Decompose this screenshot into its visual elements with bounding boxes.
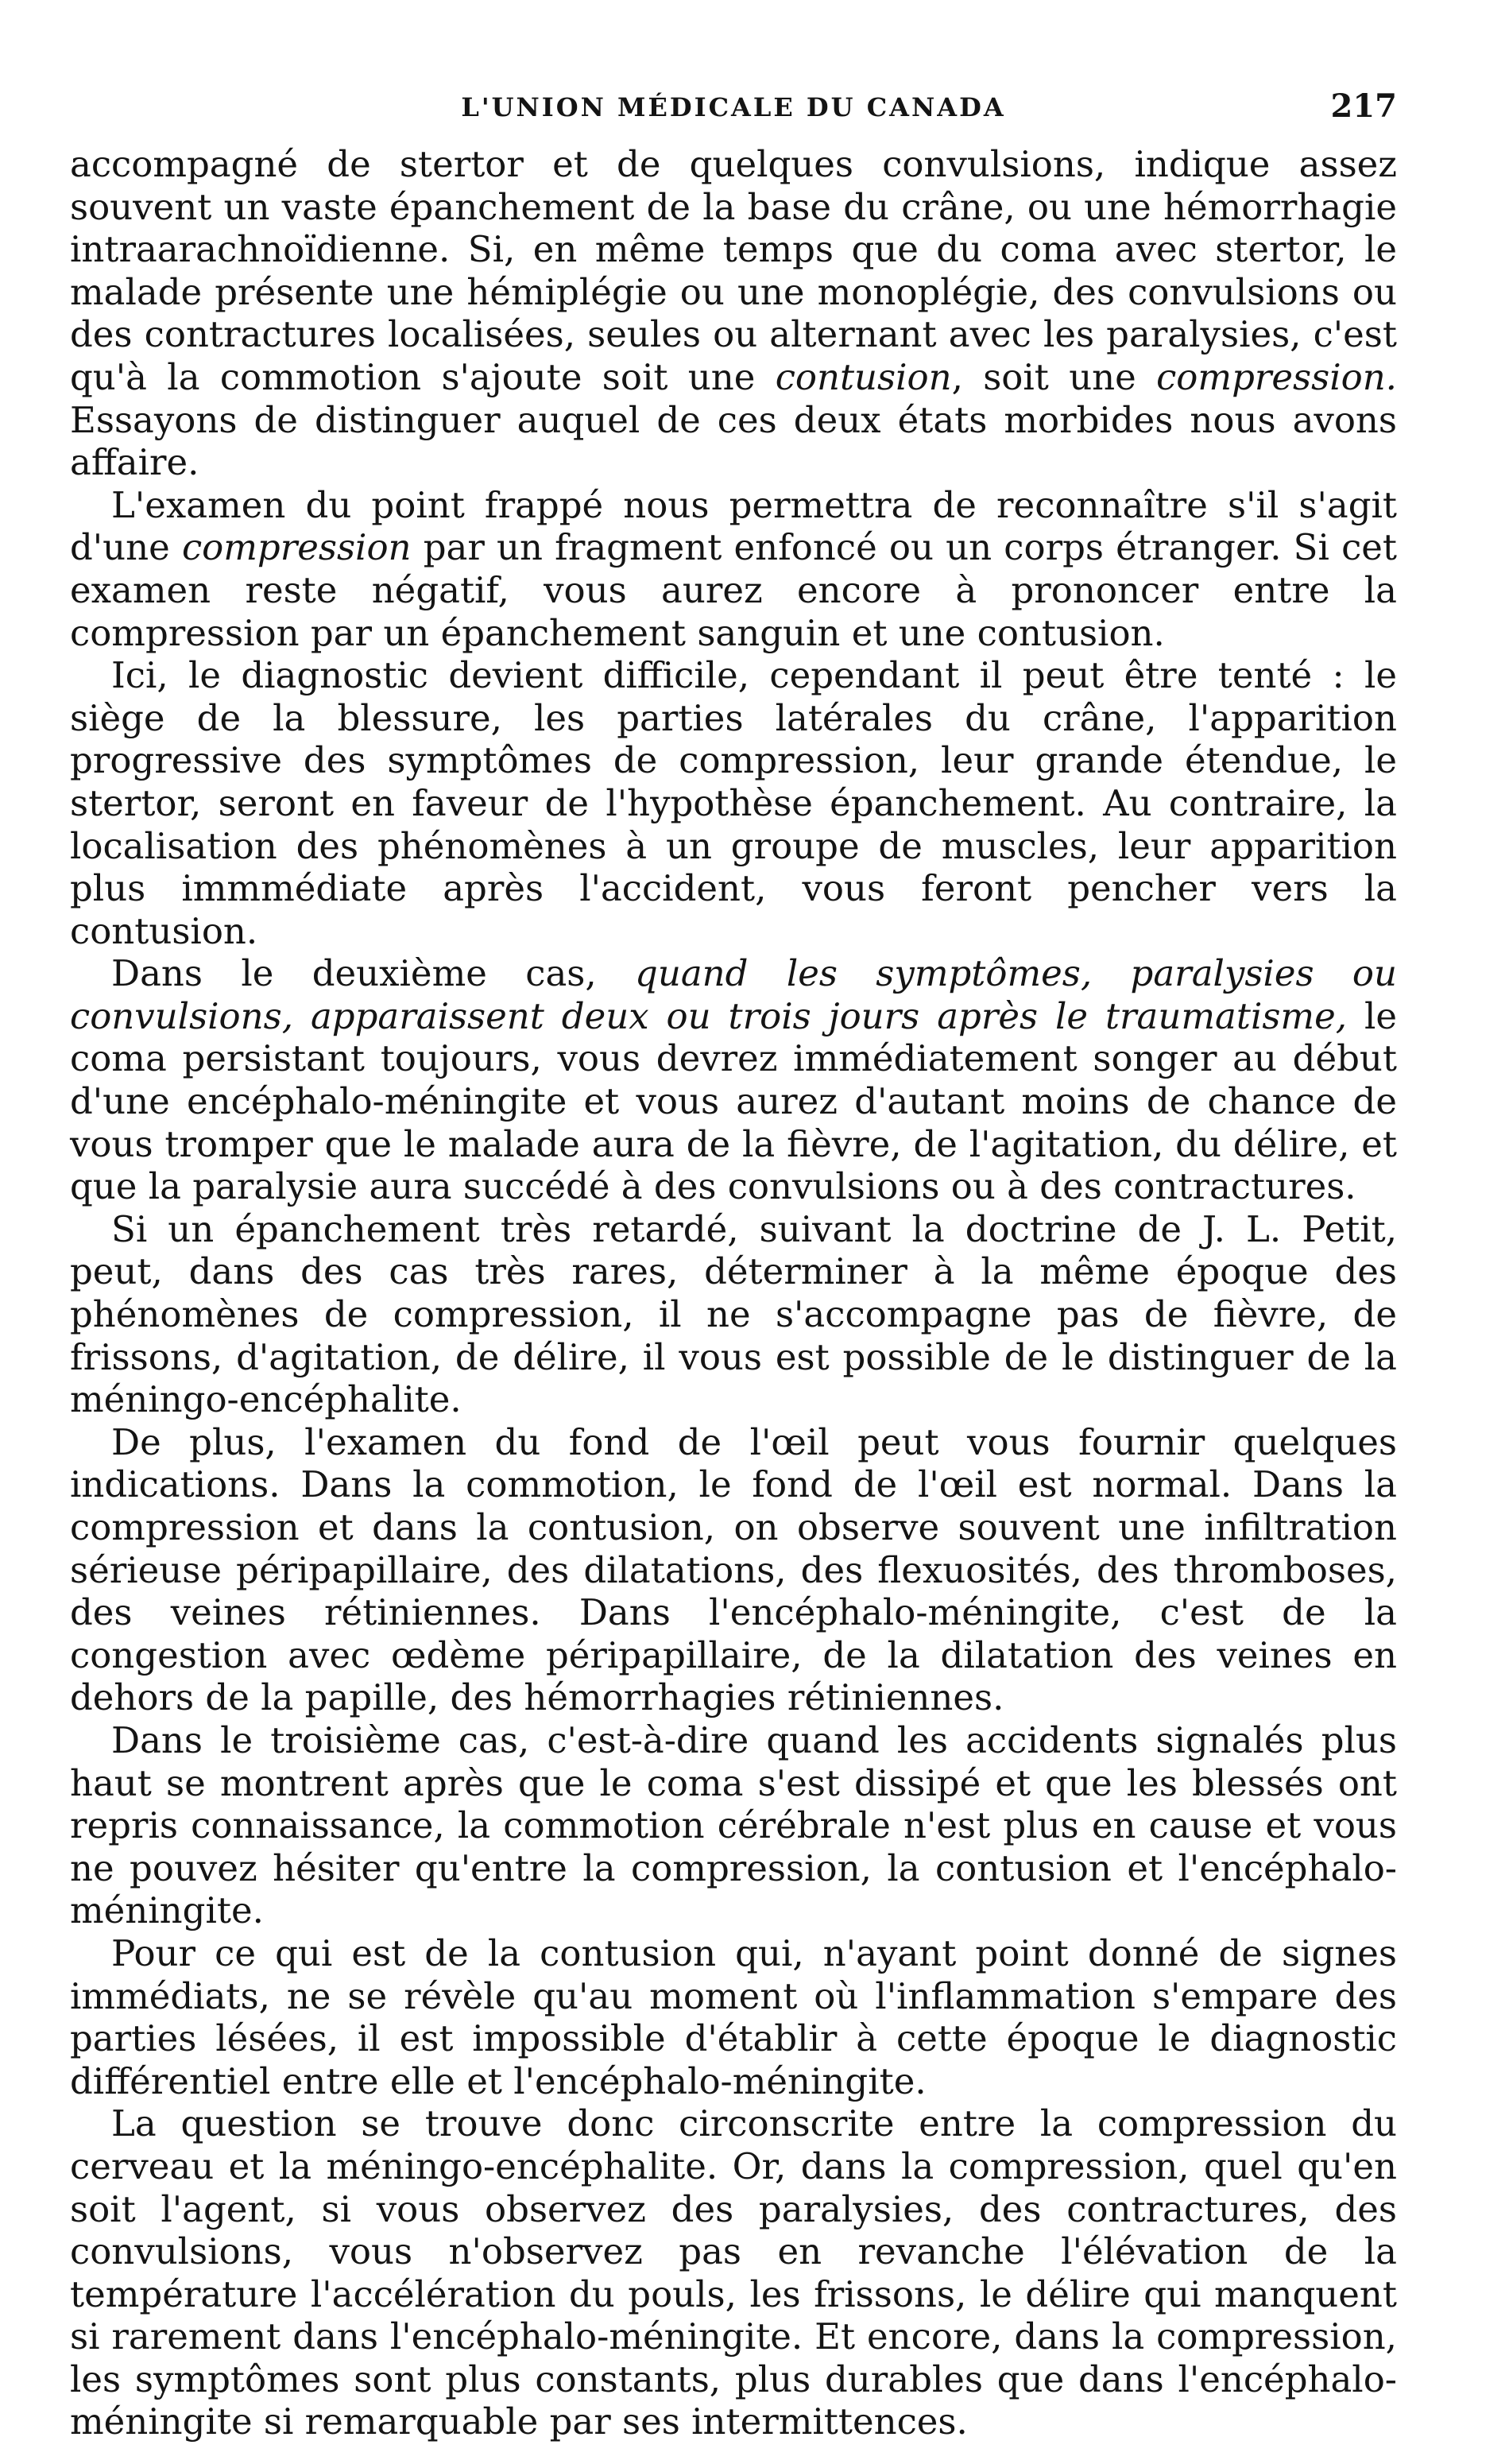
paragraph-6: De plus, l'examen du fond de l'œil peut vous fournir quelques indications. Dans la commotion, le fond de l'œil est normal. Dans la compression et dans la contusion, on observe souvent une infiltration sérieuse péripapillaire, des dilatations, des flexuosités, des thromboses, des veines rétiniennes. Dans l'encéphalo-méningite, c'est de la congestion avec œdème péripapillaire, de la dilatation des veines en dehors de la papille, des hémorrhagies rétiniennes. [70, 1420, 1397, 1719]
paragraph-1 [70, 143, 1397, 484]
paragraph-1-italic-contusion: contusion [775, 355, 952, 398]
paragraph-1-text: accompagné de stertor et de quelques convulsions, indique assez souvent un vaste épanchement de la base du crâne, ou une hémorrhagie intraarachnoïdienne. Si, en même temps que du coma avec stertor, le malade présente une hémiplégie ou une monoplégie, des convulsions ou des contractures localisées, seules ou alternant avec les paralysies, c'est qu'à la commotion s'ajoute soit une [70, 143, 1397, 398]
paragraph-1-italic-compression: compression. [1156, 355, 1397, 398]
paragraph-4-text: le coma persistant toujours, vous devrez immédiatement songer au début d'une encéphalo-méningite et vous aurez d'autant moins de chance de vous tromper que le malade aura de la fièvre, de l'agitation, du délire, et que la paralysie aura succédé à des convulsions ou à des contractures. [70, 994, 1398, 1208]
paragraph-5: Si un épanchement très retardé, suivant la doctrine de J. L. Petit, peut, dans des cas très rares, déterminer à la même époque des phénomènes de compression, il ne s'accompagne pas de fièvre, de frissons, d'agitation, de délire, il vous est possible de le distinguer de la méningo-encéphalite. [70, 1207, 1397, 1421]
paragraph-2-italic-compression: compression [181, 526, 412, 569]
paragraph-8: Pour ce qui est de la contusion qui, n'ayant point donné de signes immédiats, ne se révèle qu'au moment où l'inflammation s'empare des parties lésées, il est impossible d'établir à cette époque le diagnostic différentiel entre elle et l'encéphalo-méningite. [70, 1931, 1397, 2102]
paragraph-2-text: par un fragment enfoncé ou un corps étranger. Si cet examen reste négatif, vous aurez encore à prononcer entre la compression par un épanchement sanguin et une contusion. [70, 526, 1397, 654]
paragraph-2 [70, 484, 1397, 654]
paragraph-7: Dans le troisième cas, c'est-à-dire quand les accidents signalés plus haut se montrent après que le coma s'est dissipé et que les blessés ont repris connaissance, la commotion cérébrale n'est plus en cause et vous ne pouvez hésiter qu'entre la compression, la contusion et l'encéphalo-méningite. [70, 1718, 1397, 1932]
paragraph-2-text: L'examen du point frappé nous permettra de reconnaître s'il s'agit d'une [70, 483, 1397, 569]
running-head [70, 79, 1397, 143]
paragraph-1-text: Essayons de distinguer auquel de ces deux états morbides nous avons affaire. [70, 398, 1397, 484]
paragraph-9: La question se trouve donc circonscrite entre la compression du cerveau et la méningo-encéphalite. Or, dans la compression, quel qu'en soit l'agent, si vous observez des paralysies, des contractures, des convulsions, vous n'observez pas en revanche l'élévation de la température l'accélération du pouls, les frissons, le délire qui manquent si rarement dans l'encéphalo-méningite. Et encore, dans la compression, les symptômes sont plus constants, plus durables que dans l'encéphalo-méningite si remarquable par ses intermittences. [70, 2102, 1397, 2443]
document-page [70, 79, 1397, 2443]
paragraph-4 [70, 952, 1397, 1208]
paragraph-3: Ici, le diagnostic devient difficile, cependant il peut être tenté : le siège de la blessure, les parties latérales du crâne, l'apparition progressive des symptômes de compression, leur grande étendue, le stertor, seront en faveur de l'hypothèse épanchement. Au contraire, la localisation des phénomènes à un groupe de muscles, leur apparition plus immmédiate après l'accident, vous feront pencher vers la contusion. [70, 654, 1397, 952]
paragraph-4-text: Dans le deuxième cas, [111, 952, 636, 995]
paragraph-4-italic-phrase: quand les symptômes, paralysies ou convulsions, apparaissent deux ou trois jours après le traumatisme, [70, 952, 1397, 1037]
page-number: 217 [1330, 87, 1397, 125]
journal-title: L'UNION MÉDICALE DU CANADA [461, 92, 1006, 122]
paragraph-1-text: , soit une [951, 355, 1157, 398]
body-text [70, 143, 1397, 2443]
